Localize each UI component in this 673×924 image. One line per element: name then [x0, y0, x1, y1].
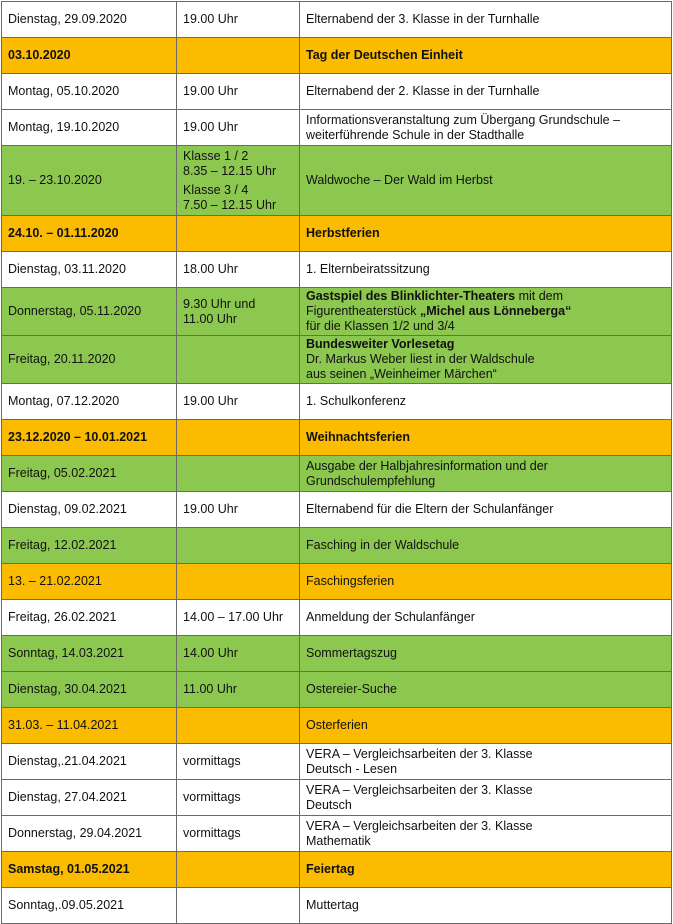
time-cell: 18.00 Uhr — [177, 252, 300, 288]
time-cell — [177, 336, 300, 384]
time-cell — [177, 216, 300, 252]
table-row — [2, 288, 672, 336]
date-cell: Montag, 05.10.2020 — [2, 74, 177, 110]
time-cell — [177, 528, 300, 564]
event-cell — [300, 336, 672, 384]
date-cell: 13. – 21.02.2021 — [2, 564, 177, 600]
time-cell: vormittags — [177, 780, 300, 816]
date-cell: 31.03. – 11.04.2021 — [2, 708, 177, 744]
time-cell: vormittags — [177, 816, 300, 852]
date-cell: Dienstag, 29.09.2020 — [2, 2, 177, 38]
table-row — [2, 636, 672, 672]
event-line: Ausgabe der Halbjahresinformation und der — [306, 458, 548, 473]
time-cell — [177, 288, 300, 336]
table-row — [2, 456, 672, 492]
event-cell: Muttertag — [300, 888, 672, 924]
event-cell: Anmeldung der Schulanfänger — [300, 600, 672, 636]
table-row — [2, 708, 672, 744]
event-cell: Faschingsferien — [300, 564, 672, 600]
table-row — [2, 672, 672, 708]
time-cell: vormittags — [177, 744, 300, 780]
date-cell: Sonntag, 14.03.2021 — [2, 636, 177, 672]
event-cell: Ostereier-Suche — [300, 672, 672, 708]
date-cell: Freitag, 20.11.2020 — [2, 336, 177, 384]
event-cell — [300, 288, 672, 336]
date-cell: 24.10. – 01.11.2020 — [2, 216, 177, 252]
date-cell: Freitag, 12.02.2021 — [2, 528, 177, 564]
table-row — [2, 216, 672, 252]
table-row — [2, 888, 672, 924]
table-row — [2, 420, 672, 456]
date-cell: Sonntag,.09.05.2021 — [2, 888, 177, 924]
event-line: Mathematik — [306, 833, 371, 848]
event-title: Bundesweiter Vorlesetag — [306, 337, 455, 351]
time-line: 7.50 – 12.15 Uhr — [183, 197, 277, 212]
event-line — [306, 289, 665, 304]
event-text: mit dem — [515, 289, 564, 303]
table-row — [2, 816, 672, 852]
time-line: 9.30 Uhr und — [183, 296, 256, 311]
event-line: aus seinen „Weinheimer Märchen“ — [306, 367, 497, 381]
table-row — [2, 2, 672, 38]
date-cell: Freitag, 26.02.2021 — [2, 600, 177, 636]
event-cell: Feiertag — [300, 852, 672, 888]
event-cell — [300, 744, 672, 780]
date-cell: Donnerstag, 05.11.2020 — [2, 288, 177, 336]
event-line — [306, 304, 665, 319]
event-line: VERA – Vergleichsarbeiten der 3. Klasse — [306, 746, 533, 761]
time-line: 11.00 Uhr — [183, 311, 237, 326]
time-cell: 19.00 Uhr — [177, 74, 300, 110]
time-cell — [177, 888, 300, 924]
table-row — [2, 384, 672, 420]
event-cell: 1. Elternbeiratssitzung — [300, 252, 672, 288]
time-cell — [177, 708, 300, 744]
table-row — [2, 600, 672, 636]
date-cell: Donnerstag, 29.04.2021 — [2, 816, 177, 852]
event-line: VERA – Vergleichsarbeiten der 3. Klasse — [306, 782, 533, 797]
event-cell: 1. Schulkonferenz — [300, 384, 672, 420]
table-row — [2, 74, 672, 110]
event-cell: Elternabend der 3. Klasse in der Turnhalle — [300, 2, 672, 38]
table-row — [2, 492, 672, 528]
time-cell: 14.00 Uhr — [177, 636, 300, 672]
play-title: „Michel aus Lönneberga“ — [419, 304, 572, 318]
table-row — [2, 252, 672, 288]
date-cell: Montag, 19.10.2020 — [2, 110, 177, 146]
time-cell: 19.00 Uhr — [177, 492, 300, 528]
time-cell — [177, 420, 300, 456]
table-row — [2, 780, 672, 816]
table-row — [2, 744, 672, 780]
time-cell: 19.00 Uhr — [177, 2, 300, 38]
event-line: Grundschulempfehlung — [306, 473, 436, 488]
time-cell — [177, 38, 300, 74]
event-cell: Osterferien — [300, 708, 672, 744]
event-cell: Sommertagszug — [300, 636, 672, 672]
table-row — [2, 852, 672, 888]
event-line: Informationsveranstaltung zum Übergang Grundschule – — [306, 112, 621, 127]
date-cell: 19. – 23.10.2020 — [2, 146, 177, 216]
time-line: Klasse 1 / 2 — [183, 148, 249, 163]
date-cell: 03.10.2020 — [2, 38, 177, 74]
date-cell: Dienstag, 27.04.2021 — [2, 780, 177, 816]
date-cell: Freitag, 05.02.2021 — [2, 456, 177, 492]
table-row — [2, 110, 672, 146]
time-cell — [177, 564, 300, 600]
time-cell — [177, 146, 300, 216]
event-line: weiterführende Schule in der Stadthalle — [306, 127, 525, 142]
event-cell — [300, 816, 672, 852]
time-cell: 11.00 Uhr — [177, 672, 300, 708]
date-cell: Dienstag,.21.04.2021 — [2, 744, 177, 780]
event-text: Figurentheaterstück — [306, 304, 420, 318]
table-row — [2, 528, 672, 564]
event-cell — [300, 780, 672, 816]
event-line: für die Klassen 1/2 und 3/4 — [306, 319, 455, 333]
event-cell: Herbstferien — [300, 216, 672, 252]
table-row — [2, 336, 672, 384]
time-cell — [177, 456, 300, 492]
event-cell: Weihnachtsferien — [300, 420, 672, 456]
event-cell: Fasching in der Waldschule — [300, 528, 672, 564]
event-title: Gastspiel des Blinklichter-Theaters — [306, 289, 516, 303]
date-cell: Dienstag, 09.02.2021 — [2, 492, 177, 528]
table-row — [2, 146, 672, 216]
event-cell: Elternabend für die Eltern der Schulanfänger — [300, 492, 672, 528]
table-row — [2, 38, 672, 74]
event-line: Dr. Markus Weber liest in der Waldschule — [306, 352, 535, 366]
time-line: 8.35 – 12.15 Uhr — [183, 163, 277, 178]
event-cell: Waldwoche – Der Wald im Herbst — [300, 146, 672, 216]
time-line: Klasse 3 / 4 — [183, 182, 249, 197]
event-cell — [300, 110, 672, 146]
date-cell: Dienstag, 03.11.2020 — [2, 252, 177, 288]
event-cell — [300, 456, 672, 492]
event-cell: Tag der Deutschen Einheit — [300, 38, 672, 74]
event-cell: Elternabend der 2. Klasse in der Turnhalle — [300, 74, 672, 110]
time-cell: 14.00 – 17.00 Uhr — [177, 600, 300, 636]
event-line: Deutsch - Lesen — [306, 761, 398, 776]
time-cell: 19.00 Uhr — [177, 110, 300, 146]
date-cell: Dienstag, 30.04.2021 — [2, 672, 177, 708]
table-row — [2, 564, 672, 600]
date-cell: Montag, 07.12.2020 — [2, 384, 177, 420]
event-line: Deutsch — [306, 797, 352, 812]
time-cell — [177, 852, 300, 888]
date-cell: 23.12.2020 – 10.01.2021 — [2, 420, 177, 456]
school-calendar-table — [1, 1, 672, 924]
time-cell: 19.00 Uhr — [177, 384, 300, 420]
event-line: VERA – Vergleichsarbeiten der 3. Klasse — [306, 818, 533, 833]
date-cell: Samstag, 01.05.2021 — [2, 852, 177, 888]
